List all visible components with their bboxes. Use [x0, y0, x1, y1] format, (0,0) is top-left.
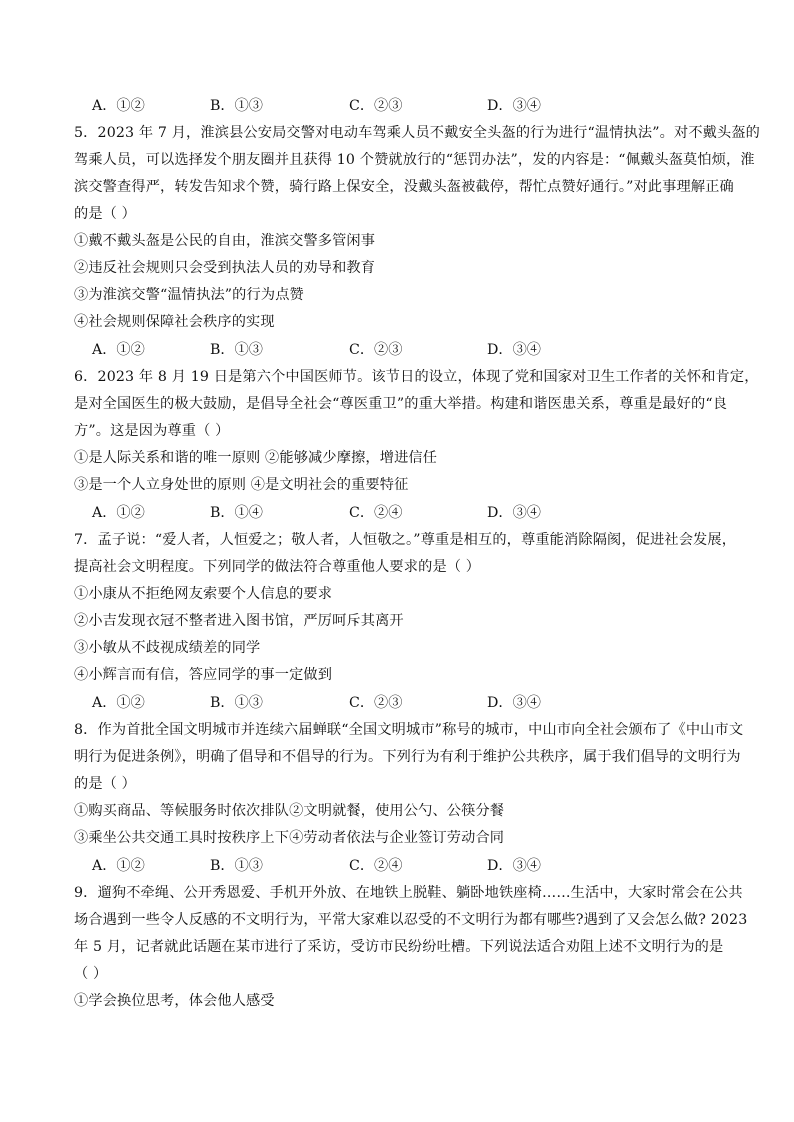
q5-option-d[interactable]: D．③④ — [487, 342, 541, 358]
q8-options — [92, 856, 572, 876]
q8-option-c[interactable]: C．②④ — [349, 858, 403, 874]
q6-stem-line: 是对全国医生的极大鼓励，是倡导全社会“尊医重卫”的重大举措。构建和谐医患关系，尊重是最好的“良 — [74, 396, 728, 412]
q7-option-b[interactable]: B．①③ — [210, 695, 263, 711]
q5-stem-line: 的是（ ） — [74, 206, 137, 222]
q5-statement: ④社会规则保障社会秩序的实现 — [74, 314, 275, 330]
q7-option-d[interactable]: D．③④ — [487, 695, 541, 711]
q5-options — [92, 340, 572, 360]
q7-option-c[interactable]: C．②③ — [349, 695, 403, 711]
q4-option-a[interactable]: A．①② — [92, 98, 145, 114]
q8-option-b[interactable]: B．①③ — [210, 858, 263, 874]
q7-statement: ②小吉发现衣冠不整者进入图书馆，严厉呵斥其离开 — [74, 613, 404, 629]
q8-statement: ①购买商品、等候服务时依次排队②文明就餐，使用公勺、公筷分餐 — [74, 803, 505, 819]
q4-option-b[interactable]: B．①③ — [210, 98, 263, 114]
q5-stem-line: 驾乘人员，可以选择发个朋友圈并且获得 10 个赞就放行的“惩罚办法”，发的内容是：“佩戴头盔莫怕烦，淮 — [74, 152, 755, 168]
q9-stem-line: （ ） — [74, 966, 108, 982]
q8-option-a[interactable]: A．①② — [92, 858, 145, 874]
q7-statement: ①小康从不拒绝网友索要个人信息的要求 — [74, 586, 333, 602]
q7-option-a[interactable]: A．①② — [92, 695, 145, 711]
q5-option-b[interactable]: B．①③ — [210, 342, 263, 358]
q8-statement: ③乘坐公共交通工具时按秩序上下④劳动者依法与企业签订劳动合同 — [74, 830, 505, 846]
q5-option-a[interactable]: A．①② — [92, 342, 145, 358]
q7-stem-line: 提高社会文明程度。下列同学的做法符合尊重他人要求的是（ ） — [74, 559, 481, 575]
q6-options — [92, 503, 572, 523]
q5-stem-line: 滨交警查得严，转发告知求个赞，骑行路上保安全，没戴头盔被截停，帮忙点赞好通行。”对此事理解正确 — [74, 179, 734, 195]
q6-option-a[interactable]: A．①② — [92, 505, 145, 521]
q6-stem-line: 6．2023 年 8 月 19 日是第六个中国医师节。该节日的设立，体现了党和国家对卫生工作者的关怀和肯定， — [74, 369, 759, 385]
q5-statement: ②违反社会规则只会受到执法人员的劝导和教育 — [74, 260, 376, 276]
q9-stem-line: 年 5 月，记者就此话题在某市进行了采访，受访市民纷纷吐槽。下列说法适合劝阻上述不文明行为的是 — [74, 939, 724, 955]
q7-statement: ③小敏从不歧视成绩差的同学 — [74, 640, 261, 656]
q6-statement: ③是一个人立身处世的原则 ④是文明社会的重要特征 — [74, 477, 409, 493]
q4-option-d[interactable]: D．③④ — [487, 98, 541, 114]
q5-statement: ③为淮滨交警“温情执法”的行为点赞 — [74, 287, 304, 303]
q6-option-c[interactable]: C．②④ — [349, 505, 403, 521]
q8-stem-line: 8．作为首批全国文明城市并连续六届蝉联“全国文明城市”称号的城市，中山市向全社会颁布了《中山市文 — [74, 722, 744, 738]
q4-options — [92, 96, 572, 116]
q5-option-c[interactable]: C．②③ — [349, 342, 403, 358]
q7-stem-line: 7．孟子说：“爱人者，人恒爱之；敬人者，人恒敬之。”尊重是相互的，尊重能消除隔阂，促进社会发展， — [74, 532, 737, 548]
q7-statement: ④小辉言而有信，答应同学的事一定做到 — [74, 667, 333, 683]
q5-stem-line: 5．2023 年 7 月，淮滨县公安局交警对电动车驾乘人员不戴安全头盔的行为进行“温情执法”。对不戴头盔的 — [74, 125, 761, 141]
q9-statement: ①学会换位思考，体会他人感受 — [74, 993, 275, 1009]
q8-option-d[interactable]: D．③④ — [487, 858, 541, 874]
q4-option-c[interactable]: C．②③ — [349, 98, 403, 114]
q6-option-b[interactable]: B．①④ — [210, 505, 263, 521]
q9-stem-line: 场合遇到一些令人反感的不文明行为，平常大家难以忍受的不文明行为都有哪些?遇到了又会怎么做? 2023 — [74, 912, 748, 928]
q8-stem-line: 明行为促进条例》，明确了倡导和不倡导的行为。下列行为有利于维护公共秩序，属于我们倡导的文明行为 — [74, 749, 741, 765]
q8-stem-line: 的是（ ） — [74, 776, 137, 792]
q5-statement: ①戴不戴头盔是公民的自由，淮滨交警多管闲事 — [74, 233, 376, 249]
q6-option-d[interactable]: D．③④ — [487, 505, 541, 521]
q6-stem-line: 方”。这是因为尊重（ ） — [74, 423, 230, 439]
q9-stem-line: 9．遛狗不牵绳、公开秀恩爱、手机开外放、在地铁上脱鞋、躺卧地铁座椅……生活中，大家时常会在公共 — [74, 885, 743, 901]
q7-options — [92, 693, 572, 713]
q6-statement: ①是人际关系和谐的唯一原则 ②能够减少摩擦，增进信任 — [74, 450, 438, 466]
